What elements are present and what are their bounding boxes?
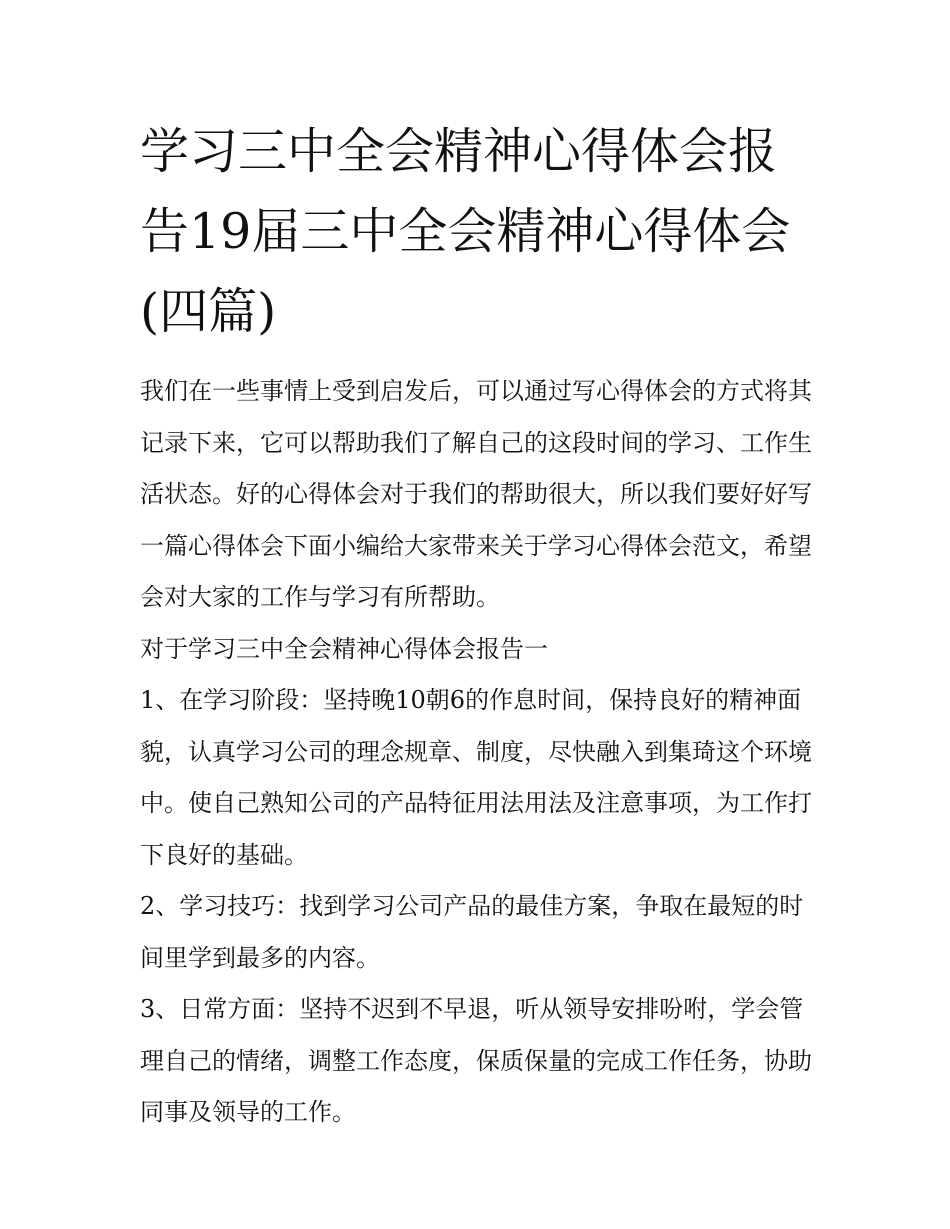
document-page xyxy=(140,112,812,1139)
list-item: 2、学习技巧：找到学习公司产品的最佳方案，争取在最短的时间里学到最多的内容。 xyxy=(140,892,804,972)
section-heading: 对于学习三中全会精神心得体会报告一 xyxy=(140,634,548,663)
intro-paragraph: 我们在一些事情上受到启发后，可以通过写心得体会的方式将其记录下来，它可以帮助我们了解自己的这段时间的学习、工作生活状态。好的心得体会对于我们的帮助很大，所以我们要好好写一篇心得体会下面小编给大家带来关于学习心得体会范文，希望会对大家的工作与学习有所帮助。 xyxy=(140,377,812,611)
list-item: 1、在学习阶段：坚持晚10朝6的作息时间，保持良好的精神面貌，认真学习公司的理念规章、制度，尽快融入到集琦这个环境中。使自己熟知公司的产品特征用法用法及注意事项，为工作打下良好的基础。 xyxy=(140,686,812,869)
list-item: 3、日常方面：坚持不迟到不早退，听从领导安排吩咐，学会管理自己的情绪，调整工作态度，保质保量的完成工作任务，协助同事及领导的工作。 xyxy=(140,995,812,1126)
document-title: 学习三中全会精神心得体会报告19届三中全会精神心得体会(四篇) xyxy=(140,123,791,340)
